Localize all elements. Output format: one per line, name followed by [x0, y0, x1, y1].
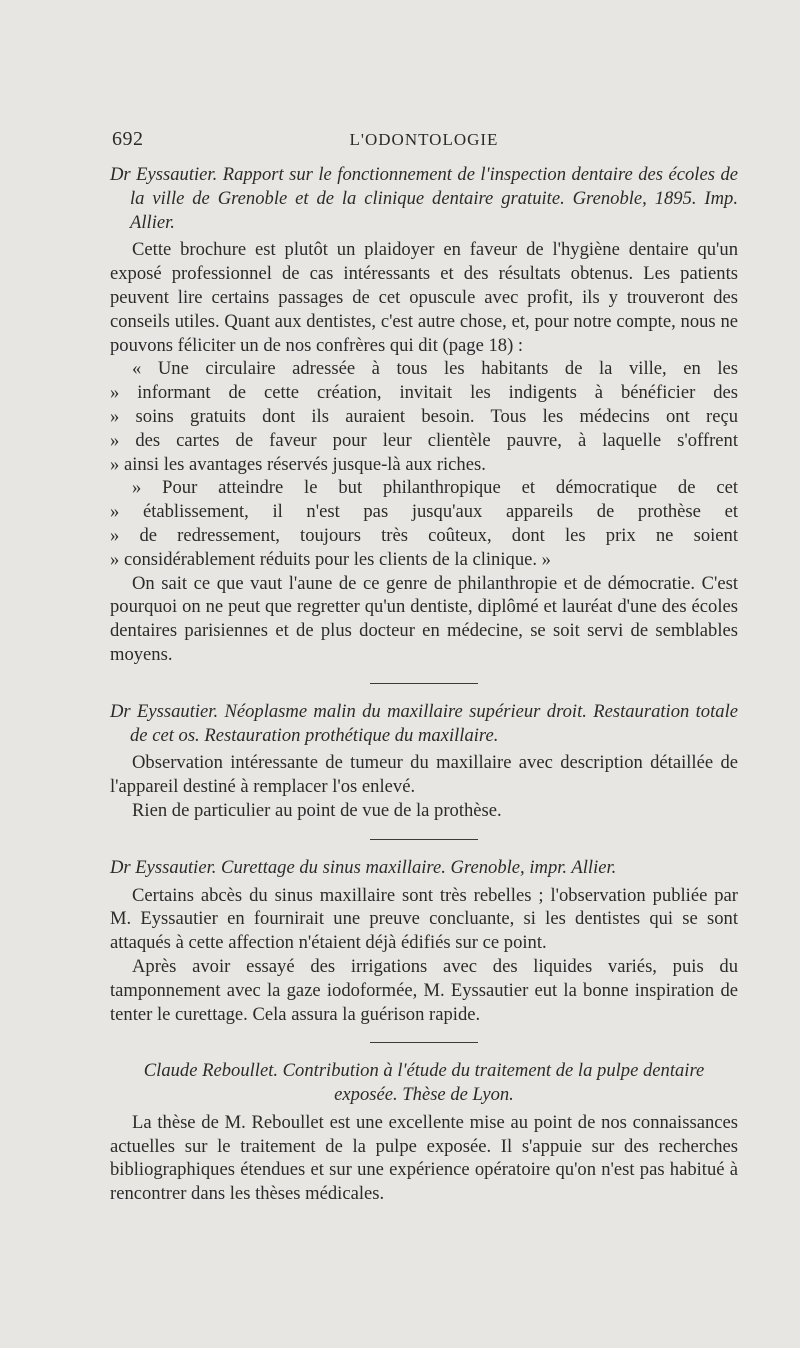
review-entry [110, 856, 738, 1027]
review-entry [110, 163, 738, 667]
bibliographic-reference: Dr Eyssautier. Néoplasme malin du maxillaire supérieur droit. Restauration totale de cet os. Restauration prothétique du maxillaire. [110, 700, 738, 746]
review-paragraph: Rien de particulier au point de vue de la prothèse. [132, 799, 502, 821]
quote-line: « Une circulaire adressée à tous les habitants de la ville, en les [132, 358, 738, 380]
bibliographic-reference: Dr Eyssautier. Curettage du sinus maxillaire. Grenoble, impr. Allier. [110, 856, 617, 878]
section-separator [370, 839, 478, 840]
quote-line: » des cartes de faveur pour leur clientèle pauvre, à laquelle s'offrent [110, 429, 738, 451]
section-separator [370, 1042, 478, 1043]
quote-line: » Pour atteindre le but philanthropique et démocratique de cet [132, 477, 738, 499]
review-paragraph: Cette brochure est plutôt un plaidoyer en faveur de l'hygiène dentaire qu'un exposé professionnel de cas intéressants et des résultats obtenus. Les patients peuvent lire certains passages de cet opuscule avec profit, ils y trouveront des conseils utiles. Quant aux dentistes, c'est autre chose, et, pour notre compte, nous ne pouvons féliciter un de nos confrères qui dit (page 18) : [110, 239, 738, 356]
bibliographic-reference: Dr Eyssautier. Rapport sur le fonctionnement de l'inspection dentaire des écoles de la ville de Grenoble et de la clinique dentaire gratuite. Grenoble, 1895. Imp. Allier. [110, 164, 738, 233]
review-paragraph: La thèse de M. Reboullet est une excellente mise au point de nos connaissances actuelles sur le traitement de la pulpe exposée. Il s'appuie sur des recherches bibliographiques étendues et sur une expérience opératoire qu'on n'est pas habitué à rencontrer dans les thèses médicales. [110, 1111, 738, 1205]
page-header [112, 128, 736, 152]
quote-line: » informant de cette création, invitait les indigents à bénéficier des [110, 382, 738, 404]
section-separator [370, 683, 478, 684]
review-paragraph: Observation intéressante de tumeur du maxillaire avec description détaillée de l'appareil destiné à remplacer l'os enlevé. [110, 752, 738, 798]
bibliographic-reference: Claude Reboullet. Contribution à l'étude du traitement de la pulpe dentaire exposée. Thèse de Lyon. [143, 1060, 705, 1106]
quote-line: » établissement, il n'est pas jusqu'aux appareils de prothèse et [110, 501, 738, 523]
page-number: 692 [112, 128, 144, 150]
quote-line: » soins gratuits dont ils auraient besoin. Tous les médecins ont reçu [110, 405, 738, 427]
quote-line: » ainsi les avantages réservés jusque-là aux riches. [110, 453, 486, 475]
review-paragraph: On sait ce que vaut l'aune de ce genre de philanthropie et de démocratie. C'est pourquoi on ne peut que regretter qu'un dentiste, diplômé et lauréat d'une des écoles dentaires parisiennes et de plus docteur en médecine, se soit servi de semblables moyens. [110, 572, 738, 665]
block-quote [110, 357, 738, 571]
review-entry [110, 1059, 738, 1206]
review-entry [110, 700, 738, 823]
running-title: L'ODONTOLOGIE [349, 130, 499, 149]
review-paragraph: Certains abcès du sinus maxillaire sont très rebelles ; l'observation publiée par M. Eyssautier en fournirait une preuve concluante, si les dentistes qui se sont attaqués à cette affection n'étaient déjà édifiés sur ce point. [110, 884, 738, 954]
page-content [110, 163, 738, 1206]
quote-line: » considérablement réduits pour les clients de la clinique. » [110, 548, 551, 570]
quote-line: » de redressement, toujours très coûteux, dont les prix ne soient [110, 524, 738, 546]
review-paragraph: Après avoir essayé des irrigations avec des liquides variés, puis du tamponnement avec la gaze iodoformée, M. Eyssautier eut la bonne inspiration de tenter le curettage. Cela assura la guérison rapide. [110, 955, 738, 1025]
